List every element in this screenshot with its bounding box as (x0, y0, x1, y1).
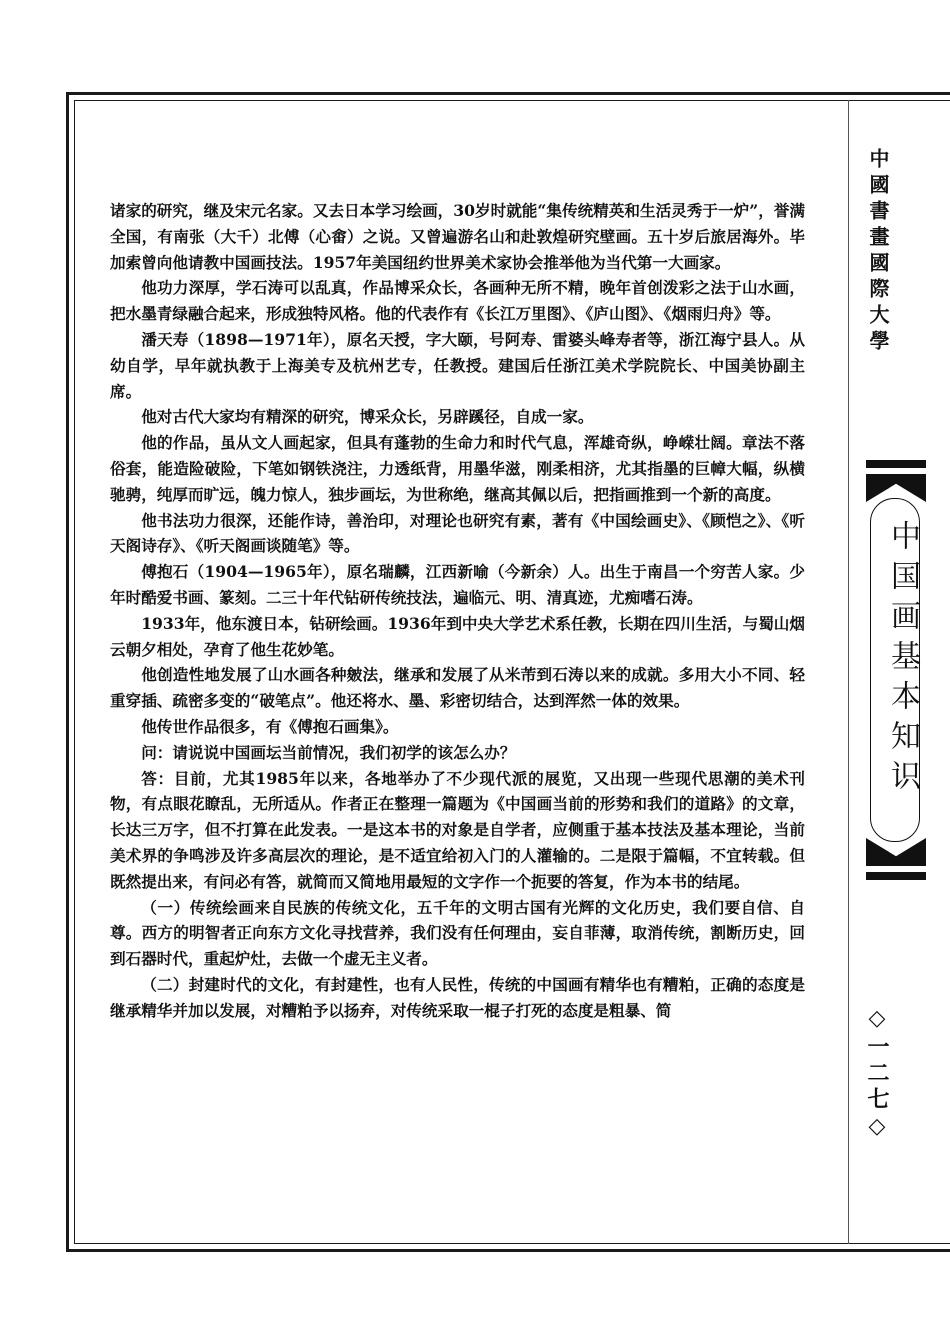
paragraph: 问：请说说中国画坛当前情况，我们初学的该怎么办？ (141, 742, 516, 762)
paragraph: 他对古代大家均有精深的研究，博采众长，另辟蹊径，自成一家。 (141, 407, 594, 427)
paragraph: （一）传统绘画来自民族的传统文化，五千年的文明古国有光辉的文化历史，我们要自信、自尊。西方的明智者正向东方文化寻找营养，我们没有任何理由，妄自菲薄，取消传统，割断历史，回到石器时代，重起炉灶，去做一个虚无主义者。 (110, 897, 805, 969)
sidebar-rule-left (848, 100, 849, 1244)
paragraph: 他创造性地发展了山水画各种皴法，继承和发展了从米芾到石涛以来的成就。多用大小不同、轻重穿插、疏密多变的“破笔点”。他还将水、墨、彩密切结合，达到浑然一体的效果。 (110, 665, 805, 711)
paragraph: 他书法功力很深，还能作诗，善治印，对理论也研究有素，著有《中国绘画史》、《顾恺之》、《听天阁诗存》、《听天阁画谈随笔》等。 (110, 510, 805, 556)
title-box-top-bar (866, 460, 926, 468)
paragraph: 1933年，他东渡日本，钻研绘画。1936年到中央大学艺术系任教，长期在四川生活，与蜀山烟云朝夕相处，孕育了他生花妙笔。 (110, 613, 805, 659)
paragraph: 他传世作品很多，有《傅抱石画集》。 (141, 716, 399, 736)
body-text (110, 198, 805, 1024)
paragraph: 答：目前，尤其1985年以来，各地举办了不少现代派的展览，又出现一些现代思潮的美术刊物，有点眼花瞭乱，无所适从。作者正在整理一篇题为《中国画当前的形势和我们的道路》的文章，长达三万字，但不打算在此发表。一是这本书的对象是自学者，应侧重于基本技法及基本理论，当前美术界的争鸣涉及许多高层次的理论，是不适宜给初入门的人灌输的。二是限于篇幅，不宜转载。但既然提出来，有问必有答，就简而又简地用最短的文字作一个扼要的答复，作为本书的结尾。 (110, 768, 805, 891)
paragraph: 他的作品，虽从文人画起家，但具有蓬勃的生命力和时代气息，浑雄奇纵，峥嵘壮阔。章法不落俗套，能造险破险，下笔如钢铁浇注，力透纸背，用墨华滋，刚柔相济，尤其指墨的巨幛大幅，纵横驰骋，纯厚而旷远，魄力惊人，独步画坛，为世称绝，继高其佩以后，把指画推到一个新的高度。 (110, 433, 805, 504)
school-name: 中國書畫國際大學 (866, 148, 890, 356)
paragraph: 诸家的研究，继及宋元名家。又去日本学习绘画，30岁时就能“集传统精英和生活灵秀于一炉”，誉满全国，有南张（大千）北傅（心畬）之说。又曾遍游名山和赴敦煌研究壁画。五十岁后旅居海外。毕加索曾向他请教中国画技法。1957年美国纽约世界美术家协会推举他为当代第一大画家。 (110, 201, 805, 272)
paragraph: 傅抱石（1904—1965年），原名瑞麟，江西新喻（今新余）人。出生于南昌一个穷苦人家。少年时酷爱书画、篆刻。二三十年代钻研传统技法，遍临元、明、清真迹，尤痴嗜石涛。 (110, 562, 805, 607)
book-title: 中国画基本知识 (885, 520, 920, 800)
book-title-box (866, 460, 926, 880)
paragraph: 他功力深厚，学石涛可以乱真，作品博采众长，各画种无所不精，晚年首创泼彩之法于山水画，把水墨青绿融合起来，形成独特风格。他的代表作有《长江万里图》、《庐山图》、《烟雨归舟》等。 (110, 278, 805, 324)
title-box-bottom-chevron (866, 838, 926, 866)
paragraph: （二）封建时代的文化，有封建性，也有人民性，传统的中国画有精华也有糟粕，正确的态度是继承精华并加以发展，对糟粕予以扬弃，对传统采取一棍子打死的态度是粗暴、简 (110, 974, 805, 1020)
paragraph: 潘天寿（1898—1971年），原名天授，字大颐，号阿寿、雷婆头峰寿者等，浙江海宁县人。从幼自学，早年就执教于上海美专及杭州艺专，任教授。建国后任浙江美术学院院长、中国美协副主席。 (110, 329, 805, 401)
page-number: ◇一二七◇ (864, 1005, 890, 1143)
title-box-bottom-bar (866, 872, 926, 880)
